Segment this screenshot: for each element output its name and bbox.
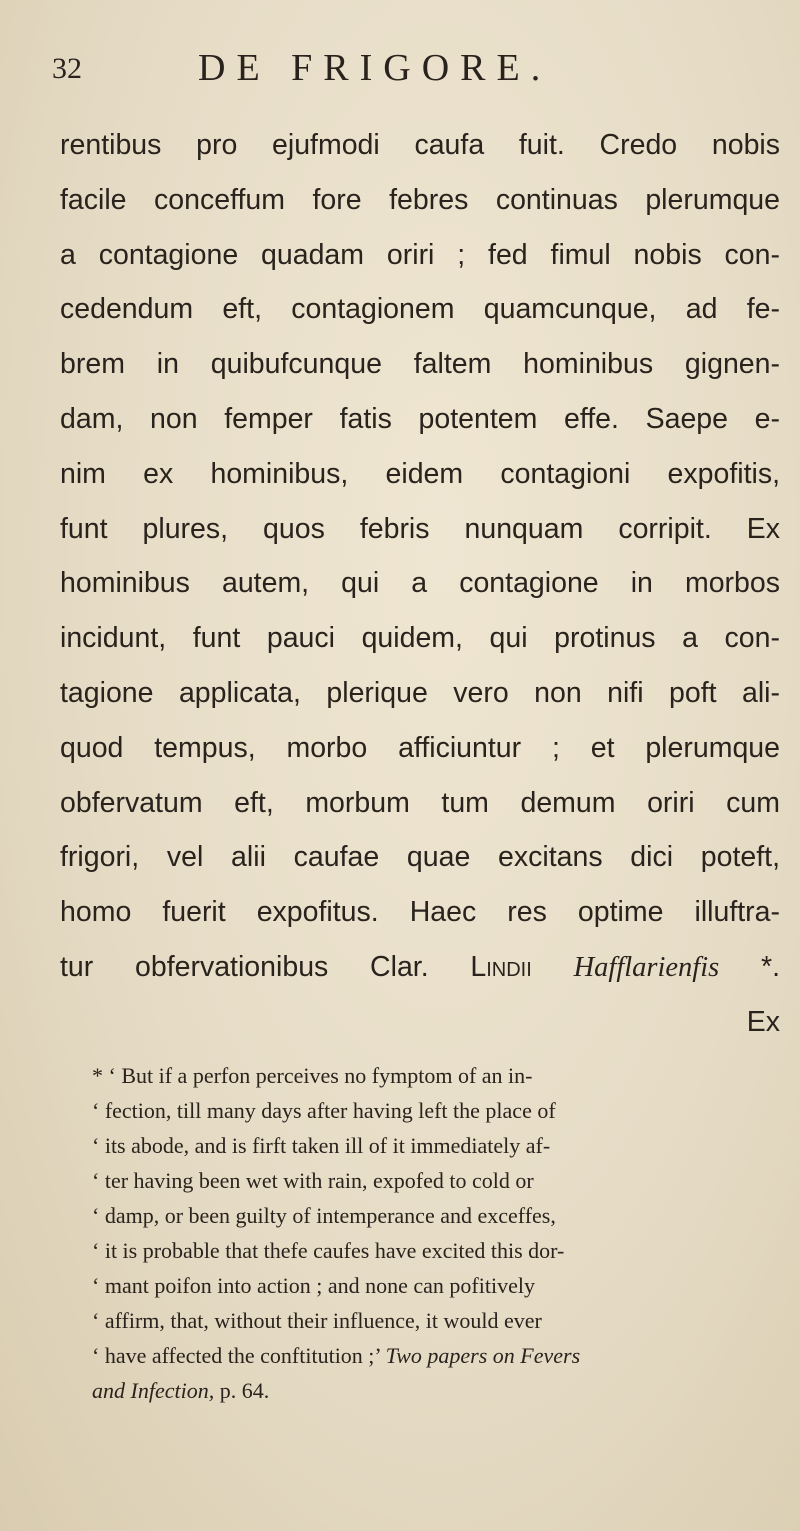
text-line: obfervatum eft, morbum tum demum oriri cum xyxy=(60,786,780,819)
footnote-line: ‘ fection, till many days after having left the place of xyxy=(92,1098,556,1123)
footnote xyxy=(92,1058,782,1408)
footnote-line: ‘ mant poifon into action ; and none can pofitively xyxy=(92,1273,535,1298)
cited-work-title-cont: and Infection, xyxy=(92,1378,215,1403)
text-line: facile conceffum fore febres continuas plerumque xyxy=(60,183,780,216)
cited-work-title: Two papers on Fevers xyxy=(385,1343,581,1368)
footnote-line: ‘ its abode, and is firft taken ill of it immediately af- xyxy=(92,1133,551,1158)
text-line: quod tempus, morbo afficiuntur ; et plerumque xyxy=(60,731,780,764)
text-line: funt plures, quos febris nunquam corripit. Ex xyxy=(60,512,780,545)
text-line: a contagione quadam oriri ; fed fimul nobis con- xyxy=(60,238,780,271)
footnote-line: ‘ ter having been wet with rain, expofed to cold or xyxy=(92,1168,534,1193)
cited-page: p. 64. xyxy=(219,1378,270,1403)
catchword: Ex xyxy=(746,1006,780,1038)
main-text xyxy=(60,118,780,996)
text-line: tagione applicata, plerique vero non nifi poft ali- xyxy=(60,676,780,709)
page-number: 32 xyxy=(52,52,82,85)
work-title: Hafflarienfis xyxy=(573,951,720,983)
footnote-line: ‘ damp, or been guilty of intemperance and exceffes, xyxy=(92,1203,556,1228)
running-head: DE FRIGORE. xyxy=(198,47,552,89)
footnote-line-text: ‘ have affected the conftitution ;’ xyxy=(92,1343,381,1368)
text-line: homo fuerit expofitus. Haec res optime illuftra- xyxy=(60,896,780,929)
text-line-last xyxy=(60,940,780,996)
text-line: nim ex hominibus, eidem contagioni expofitis, xyxy=(60,457,780,490)
author-name: Lindii xyxy=(470,950,532,983)
text-line: dam, non femper fatis potentem effe. Saepe e- xyxy=(60,402,780,435)
page-header xyxy=(52,46,772,96)
footnote-line xyxy=(92,1338,782,1373)
footnote-marker: *. xyxy=(761,950,781,983)
last-line-start: tur obfervationibus Clar. xyxy=(60,950,429,983)
text-line: hominibus autem, qui a contagione in morbos xyxy=(60,567,780,600)
text-line: rentibus pro ejufmodi caufa fuit. Credo nobis xyxy=(60,129,780,161)
footnote-line: ‘ it is probable that thefe caufes have excited this dor- xyxy=(92,1238,565,1263)
text-line: brem in quibufcunque faltem hominibus gignen- xyxy=(60,348,780,381)
text-line: incidunt, funt pauci quidem, qui protinus a con- xyxy=(60,622,780,655)
footnote-line: ‘ affirm, that, without their influence, it would ever xyxy=(92,1308,542,1333)
footnote-line: * ‘ But if a perfon perceives no fymptom of an in- xyxy=(92,1063,533,1088)
text-line: frigori, vel alii caufae quae excitans dici poteft, xyxy=(60,841,780,874)
text-line: cedendum eft, contagionem quamcunque, ad fe- xyxy=(60,293,780,326)
footnote-line xyxy=(92,1373,782,1408)
